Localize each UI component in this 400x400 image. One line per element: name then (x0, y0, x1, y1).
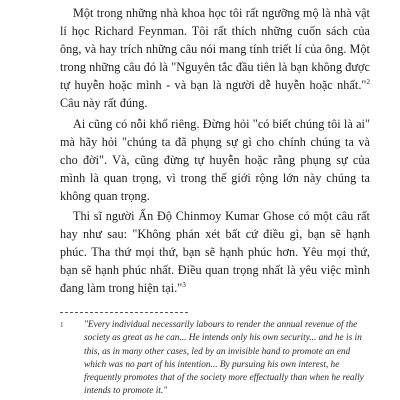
footnote-ref-3: 3 (182, 281, 186, 290)
paragraph-chinmoy-text: Thi sĩ người Ấn Độ Chinmoy Kumar Ghose có một câu rất hay như sau: "Không phán xét bất cứ điều gì, bạn sẽ hạnh phúc. Tha thứ mọi thứ, bạn sẽ hạnh phúc hơn. Yêu mọi thứ, bạn sẽ hạnh phúc nhất. Điều quan trọng nhất là yêu việc mình đang làm trong hiện tại." (60, 209, 370, 296)
body-text (60, 4, 370, 300)
footnote-text: "Every individual necessarily labours to render the annual revenue of the society as great as he can... He intends only his own security... and he is in this, as in many other cases, led by an invisible hand to promote an end which was no part of his intention... By pursuing his own interest, he frequently promotes that of the society more effectually than when he really intends to promote it." (84, 320, 364, 397)
paragraph-suffering (60, 115, 370, 205)
paragraph-feynman-text: Một trong những nhà khoa học tôi rất ngưỡng mộ là nhà vật lí học Richard Feynman. Tôi rất thích những cuốn sách của ông, và hay trích những câu nói mang tính triết lí của ông. Một trong những câu đó là "Nguyên tắc đầu tiên là bạn không được tự huyễn hoặc mình - và bạn là người dễ huyễn hoặc nhất." (60, 6, 370, 93)
footnote-marker: 1 (60, 321, 64, 329)
paragraph-feynman (60, 4, 370, 113)
footnote (60, 319, 372, 399)
paragraph-feynman-tail: Câu này rất đúng. (60, 96, 148, 111)
footnote-divider (60, 312, 188, 313)
footnote-ref-2: 2 (366, 78, 370, 87)
paragraph-suffering-text: Ai cũng có nỗi khổ riêng. Đừng hỏi "có biết chúng tôi là ai" mà hãy hỏi "chúng ta đã phụng sự gì cho chính chúng ta và cho đời". Và, cũng đừng tự huyễn hoặc rằng phụng sự của mình là quan trọng, vì trong thế giới rộng lớn này chúng ta không quan trọng. (60, 116, 370, 203)
paragraph-chinmoy (60, 207, 370, 297)
